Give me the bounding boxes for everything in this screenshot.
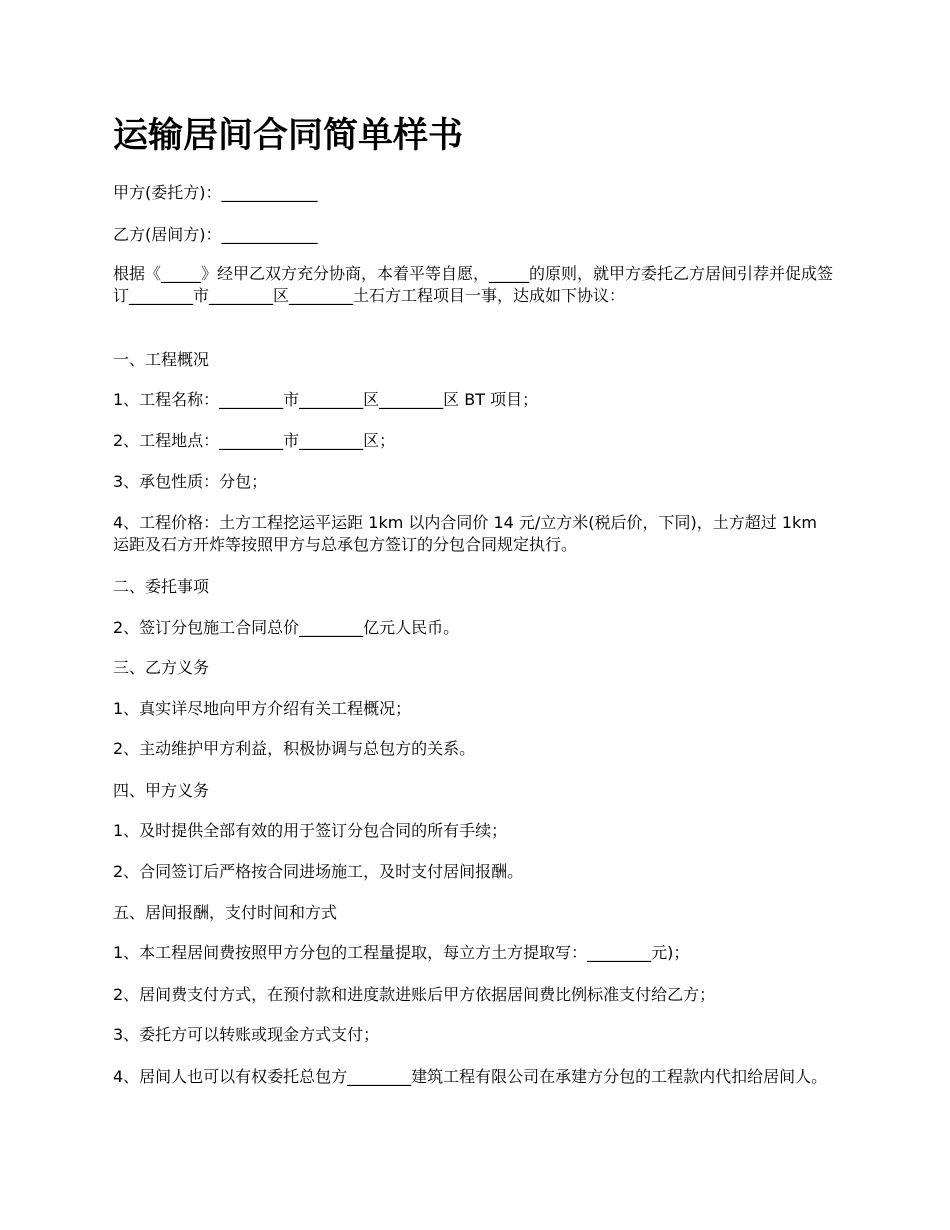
party-b-line: 乙方(居间方)：____________ <box>113 225 318 244</box>
list-item: 2、签订分包施工合同总价________亿元人民币。 <box>113 618 460 637</box>
list-item: 3、委托方可以转账或现金方式支付； <box>113 1025 380 1044</box>
section-heading: 一、工程概况 <box>113 350 210 369</box>
list-item: 3、承包性质：分包； <box>113 472 268 491</box>
list-item: 2、居间费支付方式，在预付款和进度款进账后甲方依据居间费比例标准支付给乙方； <box>113 985 716 1004</box>
list-item: 1、及时提供全部有效的用于签订分包合同的所有手续； <box>113 821 508 840</box>
list-item: 2、合同签订后严格按合同进场施工，及时支付居间报酬。 <box>113 862 524 881</box>
list-item: 2、主动维护甲方利益，积极协调与总包方的关系。 <box>113 739 476 758</box>
preamble-paragraph: 根据《_____》经甲乙双方充分协商，本着平等自愿，_____的原则，就甲方委托乙方居间引荐并促成签订________市________区________土石方工程项目一事，达成如下协议： <box>113 264 834 305</box>
list-item: 4、居间人也可以有权委托总包方________建筑工程有限公司在承建方分包的工程款内代扣给居间人。 <box>113 1067 828 1086</box>
section-heading: 五、居间报酬，支付时间和方式 <box>113 903 338 922</box>
party-a-line: 甲方(委托方)：____________ <box>113 183 318 202</box>
section-heading: 四、甲方义务 <box>113 781 210 800</box>
document-title: 运输居间合同简单样书 <box>113 116 464 156</box>
section-heading: 二、委托事项 <box>113 577 210 596</box>
list-item: 4、工程价格：土方工程挖运平运距 1km 以内合同价 14 元/立方米(税后价，下同)，土方超过 1km 运距及石方开炸等按照甲方与总承包方签订的分包合同规定执行。 <box>113 513 817 554</box>
section-heading: 三、乙方义务 <box>113 658 210 677</box>
list-item: 1、工程名称：________市________区________区 BT 项目； <box>113 390 539 409</box>
list-item: 1、真实详尽地向甲方介绍有关工程概况； <box>113 699 412 718</box>
list-item: 1、本工程居间费按照甲方分包的工程量提取，每立方土方提取写：________元)； <box>113 943 690 962</box>
list-item: 2、工程地点：________市________区； <box>113 431 396 450</box>
